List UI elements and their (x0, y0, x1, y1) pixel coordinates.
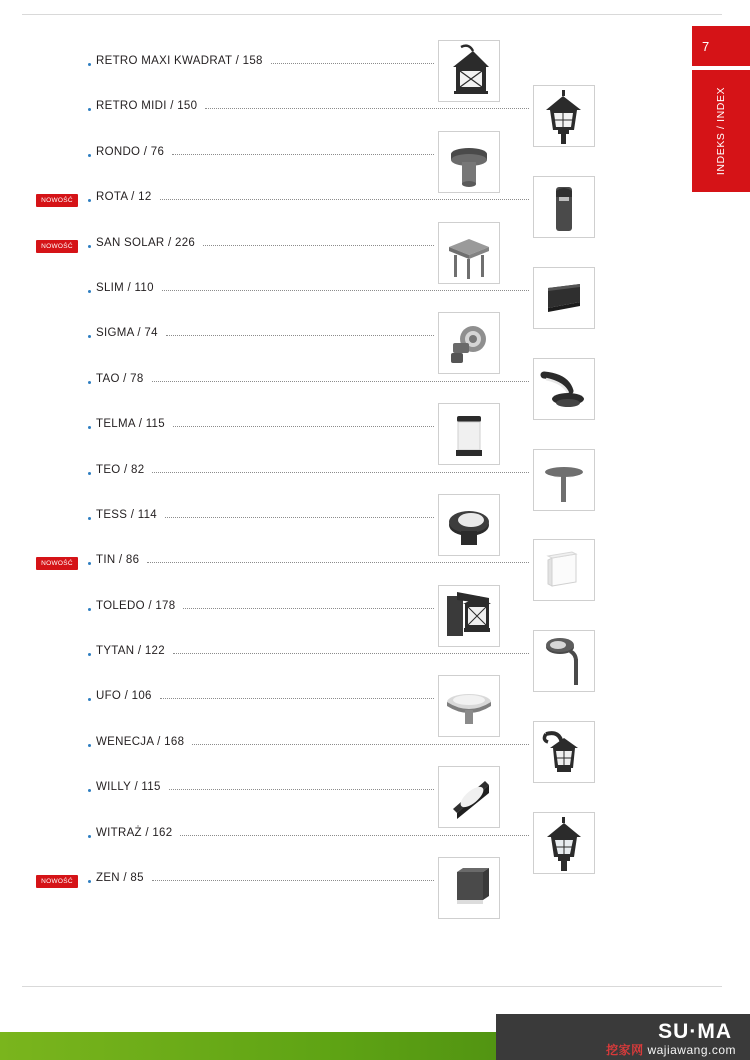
lantern-scroll-bracket-icon (533, 721, 595, 783)
product-entry-label: RETRO MIDI / 150 (96, 100, 198, 113)
bullet-icon (88, 789, 91, 792)
new-badge: NOWOŚĆ (36, 557, 78, 570)
bottom-divider (22, 986, 722, 987)
top-divider (22, 14, 722, 15)
bollard-rect-top-icon (438, 403, 500, 465)
product-entry-label: RONDO / 76 (96, 145, 165, 158)
index-tab[interactable] (692, 70, 750, 192)
list-item[interactable] (0, 52, 700, 97)
product-entry-label: WILLY / 115 (96, 781, 161, 794)
leader-dots (169, 789, 434, 791)
product-entry-label: TYTAN / 122 (96, 645, 165, 658)
leader-dots (166, 335, 434, 337)
box-wall-light-icon (533, 539, 595, 601)
leader-dots (180, 835, 529, 837)
mushroom-post-top-icon (533, 449, 595, 511)
bullet-icon (88, 698, 91, 701)
list-item[interactable] (0, 279, 700, 324)
bullet-icon (88, 744, 91, 747)
bullet-icon (88, 63, 91, 66)
bullet-icon (88, 335, 91, 338)
bollard-slot-icon (533, 176, 595, 238)
list-item[interactable] (0, 188, 700, 233)
ufo-disc-lamp-icon (438, 675, 500, 737)
list-item[interactable] (0, 97, 700, 142)
bullet-icon (88, 835, 91, 838)
bullet-icon (88, 562, 91, 565)
product-entry-label: ROTA / 12 (96, 191, 152, 204)
new-badge: NOWOŚĆ (36, 875, 78, 888)
list-item[interactable] (0, 551, 700, 596)
product-entry-label: RETRO MAXI KWADRAT / 158 (96, 55, 263, 67)
list-item[interactable] (0, 869, 700, 914)
lantern-square-wall-icon (438, 40, 500, 102)
list-item[interactable] (0, 687, 700, 732)
watermark-url: wajiawang.com (647, 1043, 736, 1057)
product-entry-label: SLIM / 110 (96, 281, 154, 294)
product-entry-label: WENECJA / 168 (96, 735, 185, 748)
product-entry-label: TAO / 78 (96, 372, 144, 385)
page-number (692, 26, 750, 66)
list-item[interactable] (0, 824, 700, 869)
leader-dots (183, 608, 434, 610)
leader-dots (192, 744, 529, 746)
bullet-icon (88, 290, 91, 293)
leader-dots (152, 880, 434, 882)
leader-dots (173, 426, 434, 428)
brand-logo: SU·MA (658, 1020, 732, 1043)
leader-dots (271, 63, 434, 65)
solar-bollard-table-icon (438, 222, 500, 284)
list-item[interactable] (0, 234, 700, 279)
projector-round-icon (438, 312, 500, 374)
product-entry-label: TOLEDO / 178 (96, 599, 176, 612)
page-footer (0, 1014, 750, 1060)
leader-dots (162, 290, 529, 292)
bullet-icon (88, 608, 91, 611)
list-item[interactable] (0, 597, 700, 642)
wedge-wall-lamp-icon (438, 766, 500, 828)
list-item[interactable] (0, 415, 700, 460)
bullet-icon (88, 381, 91, 384)
bullet-icon (88, 154, 91, 157)
leader-dots (160, 698, 434, 700)
leader-dots (147, 562, 529, 564)
cube-wall-lamp-icon (438, 857, 500, 919)
bullet-icon (88, 199, 91, 202)
leader-dots (152, 381, 529, 383)
index-tab-label: INDEKS / INDEX (715, 86, 727, 176)
product-entry-label: SIGMA / 74 (96, 327, 158, 340)
disc-bollard-head-icon (438, 494, 500, 556)
watermark-cn: 挖家网 (606, 1043, 644, 1057)
bullet-icon (88, 880, 91, 883)
new-badge: NOWOŚĆ (36, 240, 78, 253)
street-lamp-arm-icon (533, 630, 595, 692)
leader-dots (173, 653, 529, 655)
leader-dots (172, 154, 434, 156)
index-list (0, 52, 700, 914)
slim-wall-wedge-icon (533, 267, 595, 329)
new-badge: NOWOŚĆ (36, 194, 78, 207)
product-entry-label: TIN / 86 (96, 554, 140, 567)
lantern-post-classic-icon (533, 85, 595, 147)
bollard-round-cap-icon (438, 131, 500, 193)
bullet-icon (88, 472, 91, 475)
leader-dots (165, 517, 434, 519)
product-entry-label: WITRAŻ / 162 (96, 826, 173, 839)
product-entry-label: SAN SOLAR / 226 (96, 236, 196, 249)
bullet-icon (88, 426, 91, 429)
list-item[interactable] (0, 370, 700, 415)
list-item[interactable] (0, 642, 700, 687)
bullet-icon (88, 245, 91, 248)
product-entry-label: UFO / 106 (96, 690, 152, 703)
curved-arm-luminaire-icon (533, 358, 595, 420)
list-item[interactable] (0, 324, 700, 369)
list-item[interactable] (0, 143, 700, 188)
watermark (606, 1041, 736, 1058)
bullet-icon (88, 108, 91, 111)
product-entry-label: TELMA / 115 (96, 418, 165, 431)
lantern-wall-bracket-icon (438, 585, 500, 647)
page-number-value: 7 (702, 38, 710, 54)
list-item[interactable] (0, 778, 700, 823)
leader-dots (160, 199, 529, 201)
product-entry-label: TEO / 82 (96, 463, 145, 476)
list-item[interactable] (0, 461, 700, 506)
leader-dots (205, 108, 529, 110)
bullet-icon (88, 517, 91, 520)
product-entry-label: TESS / 114 (96, 508, 157, 521)
lantern-post-glass-icon (533, 812, 595, 874)
leader-dots (152, 472, 529, 474)
bullet-icon (88, 653, 91, 656)
list-item[interactable] (0, 506, 700, 551)
leader-dots (203, 245, 434, 247)
product-entry-label: ZEN / 85 (96, 872, 144, 885)
list-item[interactable] (0, 733, 700, 778)
